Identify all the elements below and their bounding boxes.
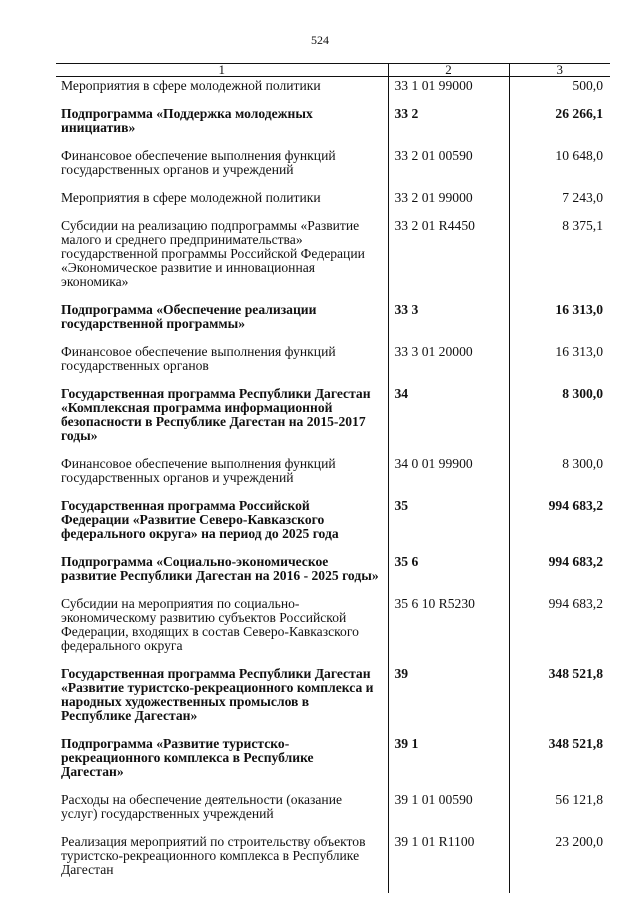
- table-row: [56, 497, 610, 553]
- column-header-3: 3: [509, 64, 610, 77]
- row-code: 33 2 01 00590: [388, 147, 509, 189]
- row-name: Мероприятия в сфере молодежной политики: [61, 190, 321, 205]
- row-amount: 8 375,1: [509, 217, 610, 301]
- row-code: 35 6 10 R5230: [388, 595, 509, 665]
- row-name: Субсидии на мероприятия по социально-экономическому развитию субъектов Российской Федерации, входящих в состав Северо-Кавказского федерального округа: [61, 596, 359, 653]
- row-amount: 56 121,8: [509, 791, 610, 833]
- row-amount: 23 200,0: [509, 833, 610, 893]
- row-name: Финансовое обеспечение выполнения функций государственных органов и учреждений: [61, 456, 336, 485]
- row-amount: 994 683,2: [509, 595, 610, 665]
- row-code: 33 2: [388, 105, 509, 147]
- table-row: [56, 77, 610, 106]
- table-row: [56, 455, 610, 497]
- table-row: [56, 595, 610, 665]
- row-code: 35 6: [388, 553, 509, 595]
- row-amount: 16 313,0: [509, 301, 610, 343]
- row-name: Подпрограмма «Обеспечение реализации государственной программы»: [61, 302, 317, 331]
- row-code: 34 0 01 99900: [388, 455, 509, 497]
- row-name: Подпрограмма «Развитие туристско-рекреационного комплекса в Республике Дагестан»: [61, 736, 314, 779]
- row-code: 39 1 01 00590: [388, 791, 509, 833]
- row-name: Реализация мероприятий по строительству объектов туристско-рекреационного комплекса в Республике Дагестан: [61, 834, 366, 877]
- table-row: [56, 343, 610, 385]
- row-amount: 8 300,0: [509, 385, 610, 455]
- row-code: 33 3: [388, 301, 509, 343]
- row-name: Подпрограмма «Социально-экономическое развитие Республики Дагестан на 2016 - 2025 годы»: [61, 554, 379, 583]
- table-row: [56, 105, 610, 147]
- row-name: Государственная программа Республики Дагестан «Развитие туристско-рекреационного комплекса и народных художественных промыслов в Республике Дагестан»: [61, 666, 374, 723]
- row-amount: 348 521,8: [509, 735, 610, 791]
- row-name: Государственная программа Республики Дагестан «Комплексная программа информационной безопасности в Республике Дагестан на 2015-2017 годы»: [61, 386, 371, 443]
- row-code: 34: [388, 385, 509, 455]
- budget-table: [56, 63, 610, 893]
- table-row: [56, 553, 610, 595]
- row-amount: 26 266,1: [509, 105, 610, 147]
- table-row: [56, 147, 610, 189]
- table-row: [56, 735, 610, 791]
- row-amount: 16 313,0: [509, 343, 610, 385]
- row-amount: 8 300,0: [509, 455, 610, 497]
- row-code: 39 1 01 R1100: [388, 833, 509, 893]
- table-row: [56, 217, 610, 301]
- row-name: Государственная программа Российской Федерации «Развитие Северо-Кавказского федерального округа» на период до 2025 года: [61, 498, 339, 541]
- row-amount: 500,0: [509, 77, 610, 106]
- table-row: [56, 301, 610, 343]
- row-name: Финансовое обеспечение выполнения функций государственных органов и учреждений: [61, 148, 336, 177]
- row-code: 33 3 01 20000: [388, 343, 509, 385]
- column-header-1: 1: [56, 64, 388, 77]
- row-code: 33 2 01 R4450: [388, 217, 509, 301]
- row-amount: 7 243,0: [509, 189, 610, 217]
- row-amount: 994 683,2: [509, 553, 610, 595]
- row-name: Подпрограмма «Поддержка молодежных инициатив»: [61, 106, 313, 135]
- page-number: 524: [311, 33, 329, 47]
- table-header-row: [56, 64, 610, 77]
- row-code: 39: [388, 665, 509, 735]
- table-row: [56, 833, 610, 893]
- row-code: 35: [388, 497, 509, 553]
- row-name: Финансовое обеспечение выполнения функций государственных органов: [61, 344, 336, 373]
- row-name: Расходы на обеспечение деятельности (оказание услуг) государственных учреждений: [61, 792, 343, 821]
- column-header-2: 2: [388, 64, 509, 77]
- row-amount: 10 648,0: [509, 147, 610, 189]
- row-amount: 348 521,8: [509, 665, 610, 735]
- row-code: 39 1: [388, 735, 509, 791]
- row-code: 33 1 01 99000: [388, 77, 509, 106]
- row-amount: 994 683,2: [509, 497, 610, 553]
- table-row: [56, 385, 610, 455]
- row-name: Мероприятия в сфере молодежной политики: [61, 78, 321, 93]
- table-row: [56, 189, 610, 217]
- row-name: Субсидии на реализацию подпрограммы «Развитие малого и среднего предпринимательства» государственной программы Российской Федерации «Экономическое развитие и инновационная экономика»: [61, 218, 365, 289]
- table-row: [56, 791, 610, 833]
- table-row: [56, 665, 610, 735]
- row-code: 33 2 01 99000: [388, 189, 509, 217]
